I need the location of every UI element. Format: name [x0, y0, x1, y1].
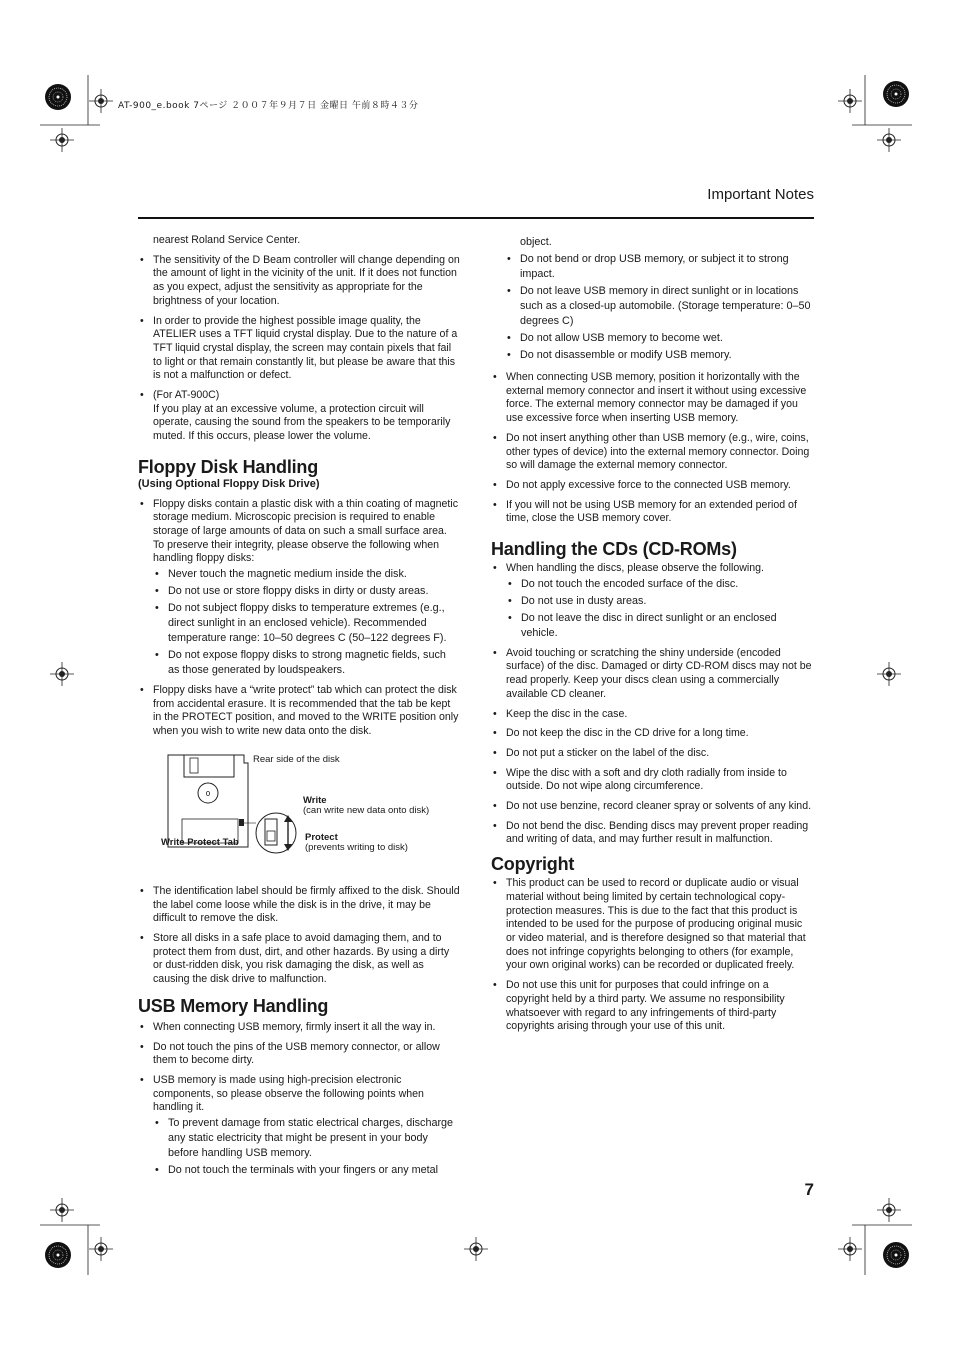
figure-label-rear-side: Rear side of the disk — [253, 753, 340, 765]
list-item: • Do not apply excessive force to the connected USB memory. — [491, 479, 813, 493]
intro-continuation: nearest Roland Service Center. — [153, 234, 301, 246]
list-item: • If you will not be using USB memory for an extended period of time, close the USB memory cover. — [491, 499, 813, 526]
page-number: 7 — [804, 1180, 814, 1199]
sub-list-item: • Do not use or store floppy disks in dirty or dusty areas. — [153, 584, 460, 599]
section-title-floppy: Floppy Disk Handling — [138, 456, 319, 477]
list-item: • In order to provide the highest possible image quality, the ATELIER uses a TFT liquid crystal display. Due to the nature of a TFT liquid crystal display, the screen may contain pixels that fail to light or that remain constantly lit, but please be aware that this is not a malfunction or defect. — [138, 315, 460, 384]
figure-label-tab: Write Protect Tab — [161, 836, 239, 848]
copyright-list — [491, 877, 813, 1034]
sub-list-item: • Do not leave the disc in direct sunlight or an enclosed vehicle. — [506, 611, 813, 641]
floppy-list — [138, 498, 460, 739]
figure-label-write: Write — [303, 794, 327, 806]
sub-list-item: • Do not use in dusty areas. — [506, 594, 813, 609]
figure-label-write-desc: (can write new data onto disk) — [303, 804, 430, 816]
header-rule — [138, 217, 814, 219]
list-item: • The identification label should be firmly affixed to the disk. Should the label come loose while the disk is in the drive, it may be difficult to remove the disk. — [138, 885, 460, 926]
sub-list-item: • Do not leave USB memory in direct sunlight or in locations such as a closed-up automobile. (Storage temperature: 0–50 degrees C) — [505, 284, 813, 329]
list-item: • Store all disks in a safe place to avoid damaging them, and to protect them from dust, dirt, and other hazards. By using a dirty or dust-ridden disk, you risk damaging the disk, as well as causing the disk drive to malfunction. — [138, 932, 460, 987]
list-item: • Do not put a sticker on the label of the disc. — [491, 747, 813, 761]
at900c-text: If you play at an excessive volume, a protection circuit will operate, causing the sound from the speakers to be temporarily muted. If this occurs, please lower the volume. — [153, 402, 451, 443]
section-subtitle-floppy: (Using Optional Floppy Disk Drive) — [138, 477, 320, 490]
list-item — [138, 498, 460, 679]
sub-list-item: • Do not expose floppy disks to strong magnetic fields, such as those generated by loudspeakers. — [153, 648, 460, 678]
sub-list-item: • Do not touch the terminals with your fingers or any metal — [153, 1163, 460, 1178]
intro-list — [138, 254, 460, 444]
figure-label-protect: Protect — [305, 831, 338, 843]
usb-list — [138, 1021, 460, 1178]
list-item: • Do not use this unit for purposes that could infringe on a copyright held by a third party. We assume no responsibility whatsoever with regard to any infringements of third-party copyrights arising through your use of this unit. — [491, 979, 813, 1034]
floppy-figure — [138, 751, 460, 871]
list-item: • Floppy disks have a “write protect” tab which can protect the disk from accidental erasure. It is recommended that the tab be kept in the PROTECT position, and moved to the WRITE position only when you wish to write new data onto the disk. — [138, 684, 460, 739]
sub-list-item: • Never touch the magnetic medium inside the disk. — [153, 567, 460, 582]
list-item — [138, 389, 460, 444]
list-item: • When connecting USB memory, position it horizontally with the external memory connector and insert it without using excessive force. The external memory connector may be damaged if you use excessive force when inserting USB memory. — [491, 371, 813, 426]
list-item: • The sensitivity of the D Beam controller will change depending on the amount of light in the vicinity of the unit. If it does not function as you expect, adjust the sensitivity as appropriate for the brightness of your location. — [138, 254, 460, 309]
sub-list-item: • Do not bend or drop USB memory, or subject it to strong impact. — [505, 252, 813, 282]
right-column — [491, 234, 813, 1040]
running-head: Important Notes — [707, 186, 814, 203]
section-title-usb: USB Memory Handling — [138, 995, 329, 1016]
list-item: • Do not insert anything other than USB memory (e.g., wire, coins, other types of device) into the external memory connector. Doing so will damage the external memory connector. — [491, 432, 813, 473]
section-title-copyright: Copyright — [491, 854, 575, 875]
list-item — [491, 562, 813, 641]
sub-list-item: • To prevent damage from static electrical charges, discharge any static electricity that might be present in your body before handling USB memory. — [153, 1116, 460, 1161]
figure-label-protect-desc: (prevents writing to disk) — [305, 841, 408, 853]
usb-list-cont — [491, 371, 813, 526]
floppy-list-2 — [138, 885, 460, 987]
file-info: AT-900_e.book 7ページ ２００７年９月７日 金曜日 午前８時４３分 — [118, 101, 419, 111]
sub-list-item: • Do not subject floppy disks to temperature extremes (e.g., direct sunlight in an enclosed vehicle). Recommended temperature range: 10–50 degrees C (50–122 degrees F). — [153, 601, 460, 646]
sub-list — [506, 577, 813, 641]
at900c-label: • (For AT-900C) — [153, 389, 220, 402]
section-title-cd: Handling the CDs (CD-ROMs) — [491, 539, 737, 560]
svg-text:0: 0 — [205, 789, 211, 798]
left-column — [138, 234, 460, 1184]
list-item: • Do not keep the disc in the CD drive for a long time. — [491, 727, 813, 741]
cd-list — [491, 562, 813, 847]
list-item-text: • Floppy disks contain a plastic disk with a thin coating of magnetic storage medium. Microscopic precision is required to enable storage of large amounts of data on such a small surface area. To preserve their integrity, please observe the following when handling floppy disks: — [153, 497, 459, 565]
sub-list — [153, 567, 460, 678]
list-item: • Do not use benzine, record cleaner spray or solvents of any kind. — [491, 800, 813, 814]
sub-list-item: • Do not disassemble or modify USB memory. — [505, 348, 813, 363]
list-item — [138, 1074, 460, 1178]
usb-sub-list-cont — [491, 235, 813, 363]
list-item: • Do not touch the pins of the USB memory connector, or allow them to become dirty. — [138, 1041, 460, 1068]
list-item: • Avoid touching or scratching the shiny underside (encoded surface) of the disc. Damaged or dirty CD-ROM discs may not be read properly. Keep your discs clean using a commercially available CD cleaner. — [491, 647, 813, 702]
list-item: • When connecting USB memory, firmly insert it all the way in. — [138, 1021, 460, 1035]
list-item: • Keep the disc in the case. — [491, 708, 813, 722]
list-item: • Do not bend the disc. Bending discs may prevent proper reading and writing of data, and may further result in malfunction. — [491, 820, 813, 847]
list-item: • Wipe the disc with a soft and dry cloth radially from inside to outside. Do not wipe along circumference. — [491, 767, 813, 794]
list-item: • This product can be used to record or duplicate audio or visual material without being limited by certain technological copy-protection measures. This is due to the fact that this product is intended to be used for the purpose of producing original music or video material, and is therefore designed so that material that does not infringe copyrights belonging to others (for example, your own original works) can be recorded or duplicated freely. — [491, 877, 813, 973]
sub-list-item: • Do not allow USB memory to become wet. — [505, 331, 813, 346]
sub-list — [153, 1116, 460, 1178]
list-item-text: • USB memory is made using high-precision electronic components, so please observe the following points when handling it. — [153, 1073, 424, 1114]
sub-list-item: • Do not touch the encoded surface of the disc. — [506, 577, 813, 592]
list-item-text: • When handling the discs, please observe the following. — [506, 562, 764, 575]
sub-list-continuation: object. — [520, 236, 552, 248]
